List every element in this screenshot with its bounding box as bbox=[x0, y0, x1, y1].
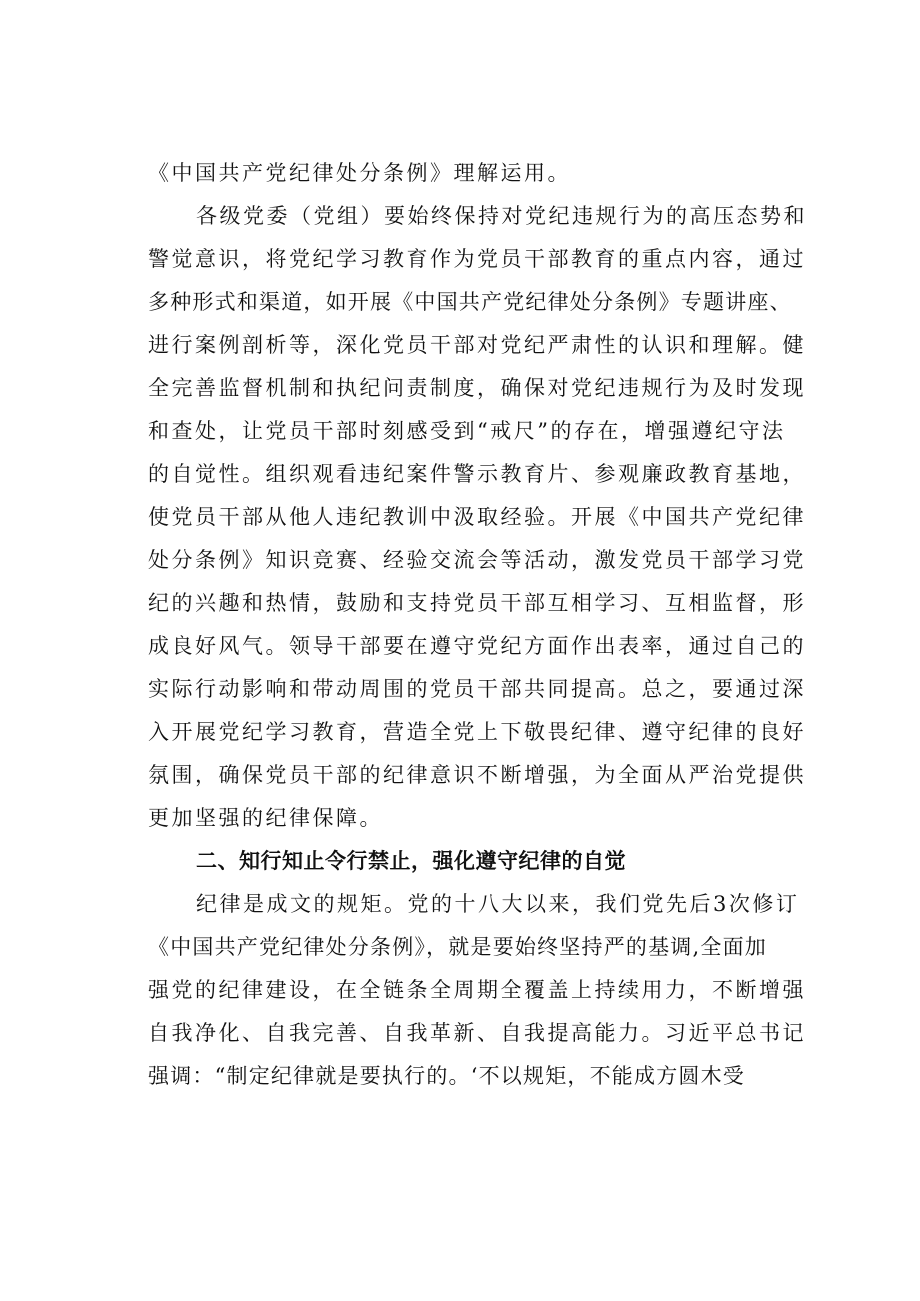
paragraph-line: 各级党委（党组）要始终保持对党纪违规行为的高压态势和 bbox=[196, 204, 807, 228]
paragraph-line: 的自觉性。组织观看违纪案件警示教育片、参观廉政教育基地， bbox=[148, 462, 806, 486]
paragraph-line: 强调：“制定纪律就是要执行的。‘不以规矩，不能成方圆木受 bbox=[148, 1064, 746, 1088]
paragraph-line: 使党员干部从他人违纪教训中汲取经验。开展《中国共产党纪律 bbox=[148, 505, 806, 529]
paragraph-line: 进行案例剖析等，深化党员干部对党纪严肃性的认识和理解。健 bbox=[148, 333, 806, 357]
paragraph-line: 入开展党纪学习教育，营造全党上下敬畏纪律、遵守纪律的良好 bbox=[148, 720, 806, 744]
paragraph-line: 多种形式和渠道，如开展《中国共产党纪律处分条例》专题讲座、 bbox=[148, 290, 792, 314]
paragraph-line: 《中国共产党纪律处分条例》，就是要始终坚持严的基调,全面加 bbox=[148, 935, 767, 959]
paragraph-line: 成良好风气。领导干部要在遵守党纪方面作出表率，通过自己的 bbox=[148, 634, 806, 658]
document-body bbox=[148, 152, 808, 1098]
paragraph-line: 氛围，确保党员干部的纪律意识不断增强，为全面从严治党提供 bbox=[148, 763, 806, 787]
paragraph-line: 处分条例》知识竞赛、经验交流会等活动，激发党员干部学习党 bbox=[148, 548, 806, 572]
paragraph-line: 强党的纪律建设，在全链条全周期全覆盖上持续用力，不断增强 bbox=[148, 978, 806, 1002]
paragraph-line: 更加坚强的纪律保障。 bbox=[148, 806, 383, 830]
paragraph-line: 纪的兴趣和热情，鼓励和支持党员干部互相学习、互相监督，形 bbox=[148, 591, 806, 615]
paragraph-line: 和查处，让党员干部时刻感受到“戒尺”的存在，增强遵纪守法 bbox=[148, 419, 786, 443]
paragraph-line: 纪律是成文的规矩。党的十八大以来，我们党先后3次修订 bbox=[196, 892, 800, 916]
section-heading: 二、知行知止令行禁止，强化遵守纪律的自觉 bbox=[196, 849, 626, 873]
paragraph-line: 警觉意识，将党纪学习教育作为党员干部教育的重点内容，通过 bbox=[148, 247, 806, 271]
paragraph-line: 自我净化、自我完善、自我革新、自我提高能力。习近平总书记 bbox=[148, 1021, 806, 1045]
paragraph-line: 实际行动影响和带动周围的党员干部共同提高。总之，要通过深 bbox=[148, 677, 806, 701]
paragraph-line: 《中国共产党纪律处分条例》理解运用。 bbox=[148, 161, 571, 185]
paragraph-line: 全完善监督机制和执纪问责制度，确保对党纪违规行为及时发现 bbox=[148, 376, 806, 400]
